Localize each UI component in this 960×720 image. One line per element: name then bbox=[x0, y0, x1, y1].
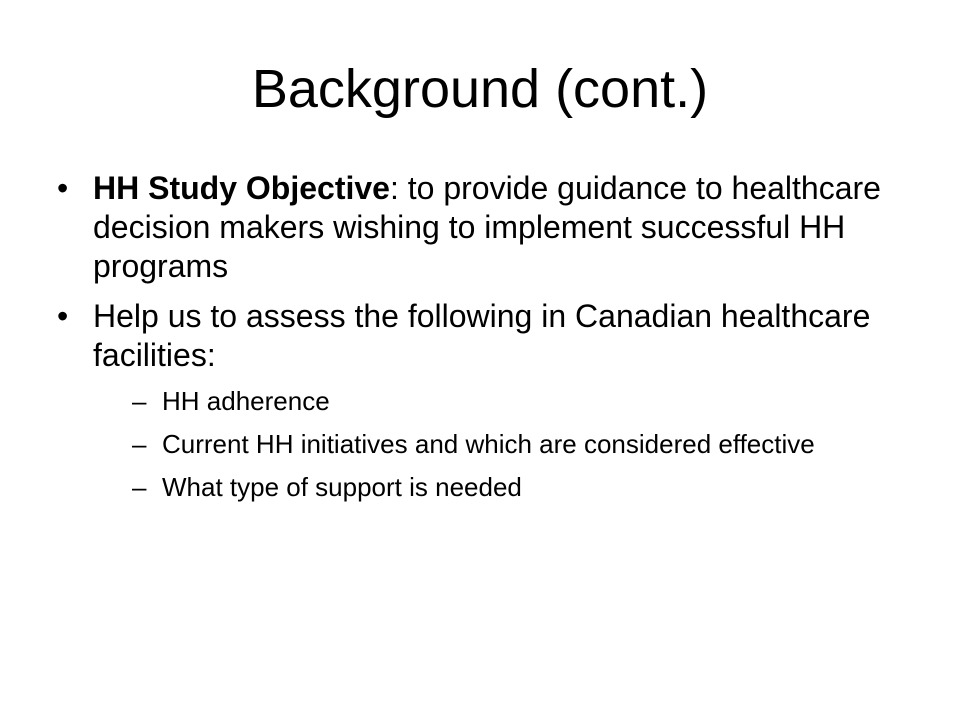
dash-icon: – bbox=[132, 386, 147, 416]
bullet-item bbox=[57, 169, 917, 286]
sub-bullet-text: What type of support is needed bbox=[162, 472, 522, 502]
dash-icon: – bbox=[132, 472, 147, 502]
sub-bullet-text: HH adherence bbox=[162, 386, 330, 416]
bullet-text: : to provide guidance to healthcare decision makers wishing to implement successful HH programs bbox=[93, 170, 881, 284]
bullet-list bbox=[57, 169, 917, 503]
sub-bullet-list bbox=[57, 385, 917, 503]
bullet-item bbox=[57, 297, 917, 375]
bullet-text: Help us to assess the following in Canadian healthcare facilities: bbox=[93, 298, 871, 373]
sub-bullet-item bbox=[132, 385, 917, 417]
dash-icon: – bbox=[132, 429, 147, 459]
sub-bullet-text: Current HH initiatives and which are considered effective bbox=[162, 429, 815, 459]
bullet-bold-lead: HH Study Objective bbox=[93, 170, 390, 206]
bullet-dot-icon: • bbox=[57, 298, 69, 334]
slide-title: Background (cont.) bbox=[251, 59, 709, 119]
sub-bullet-item bbox=[132, 428, 917, 460]
sub-bullet-item bbox=[132, 471, 917, 503]
bullet-dot-icon: • bbox=[57, 170, 69, 206]
